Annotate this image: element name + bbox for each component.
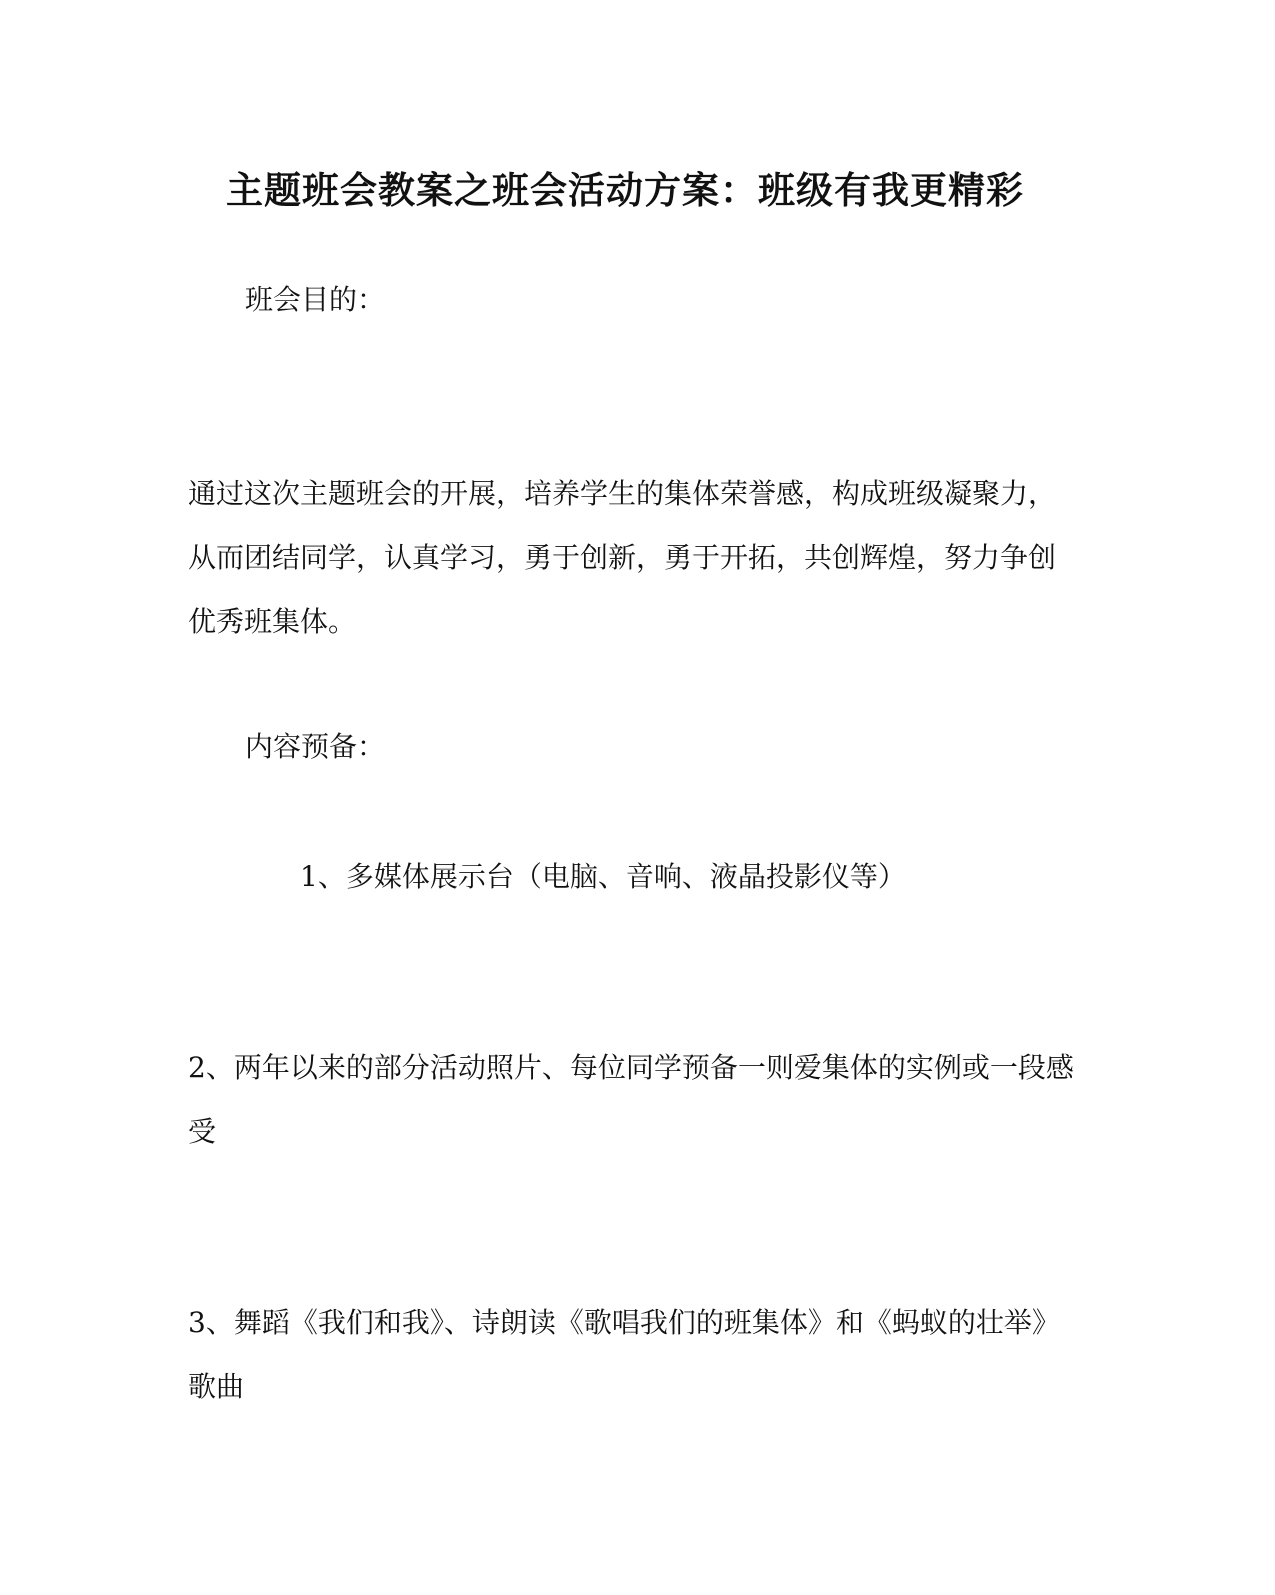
purpose-heading: 班会目的： xyxy=(245,283,386,316)
document-title: 主题班会教案之班会活动方案：班级有我更精彩 xyxy=(226,168,1024,212)
purpose-paragraph: 通过这次主题班会的开展，培养学生的集体荣誉感，构成班级凝聚力，从而团结同学，认真学习，勇于创新，勇于开拓，共创辉煌，努力争创优秀班集体。 xyxy=(188,477,1057,638)
prep-item-3: 3、舞蹈《我们和我》、诗朗读《歌唱我们的班集体》和《蚂蚁的壮举》歌曲 xyxy=(188,1306,1060,1403)
prep-item-1: 1、多媒体展示台（电脑、音响、液晶投影仪等） xyxy=(300,860,906,893)
prep-heading: 内容预备： xyxy=(245,730,386,763)
prep-item-2: 2、两年以来的部分活动照片、每位同学预备一则爱集体的实例或一段感受 xyxy=(188,1051,1074,1148)
